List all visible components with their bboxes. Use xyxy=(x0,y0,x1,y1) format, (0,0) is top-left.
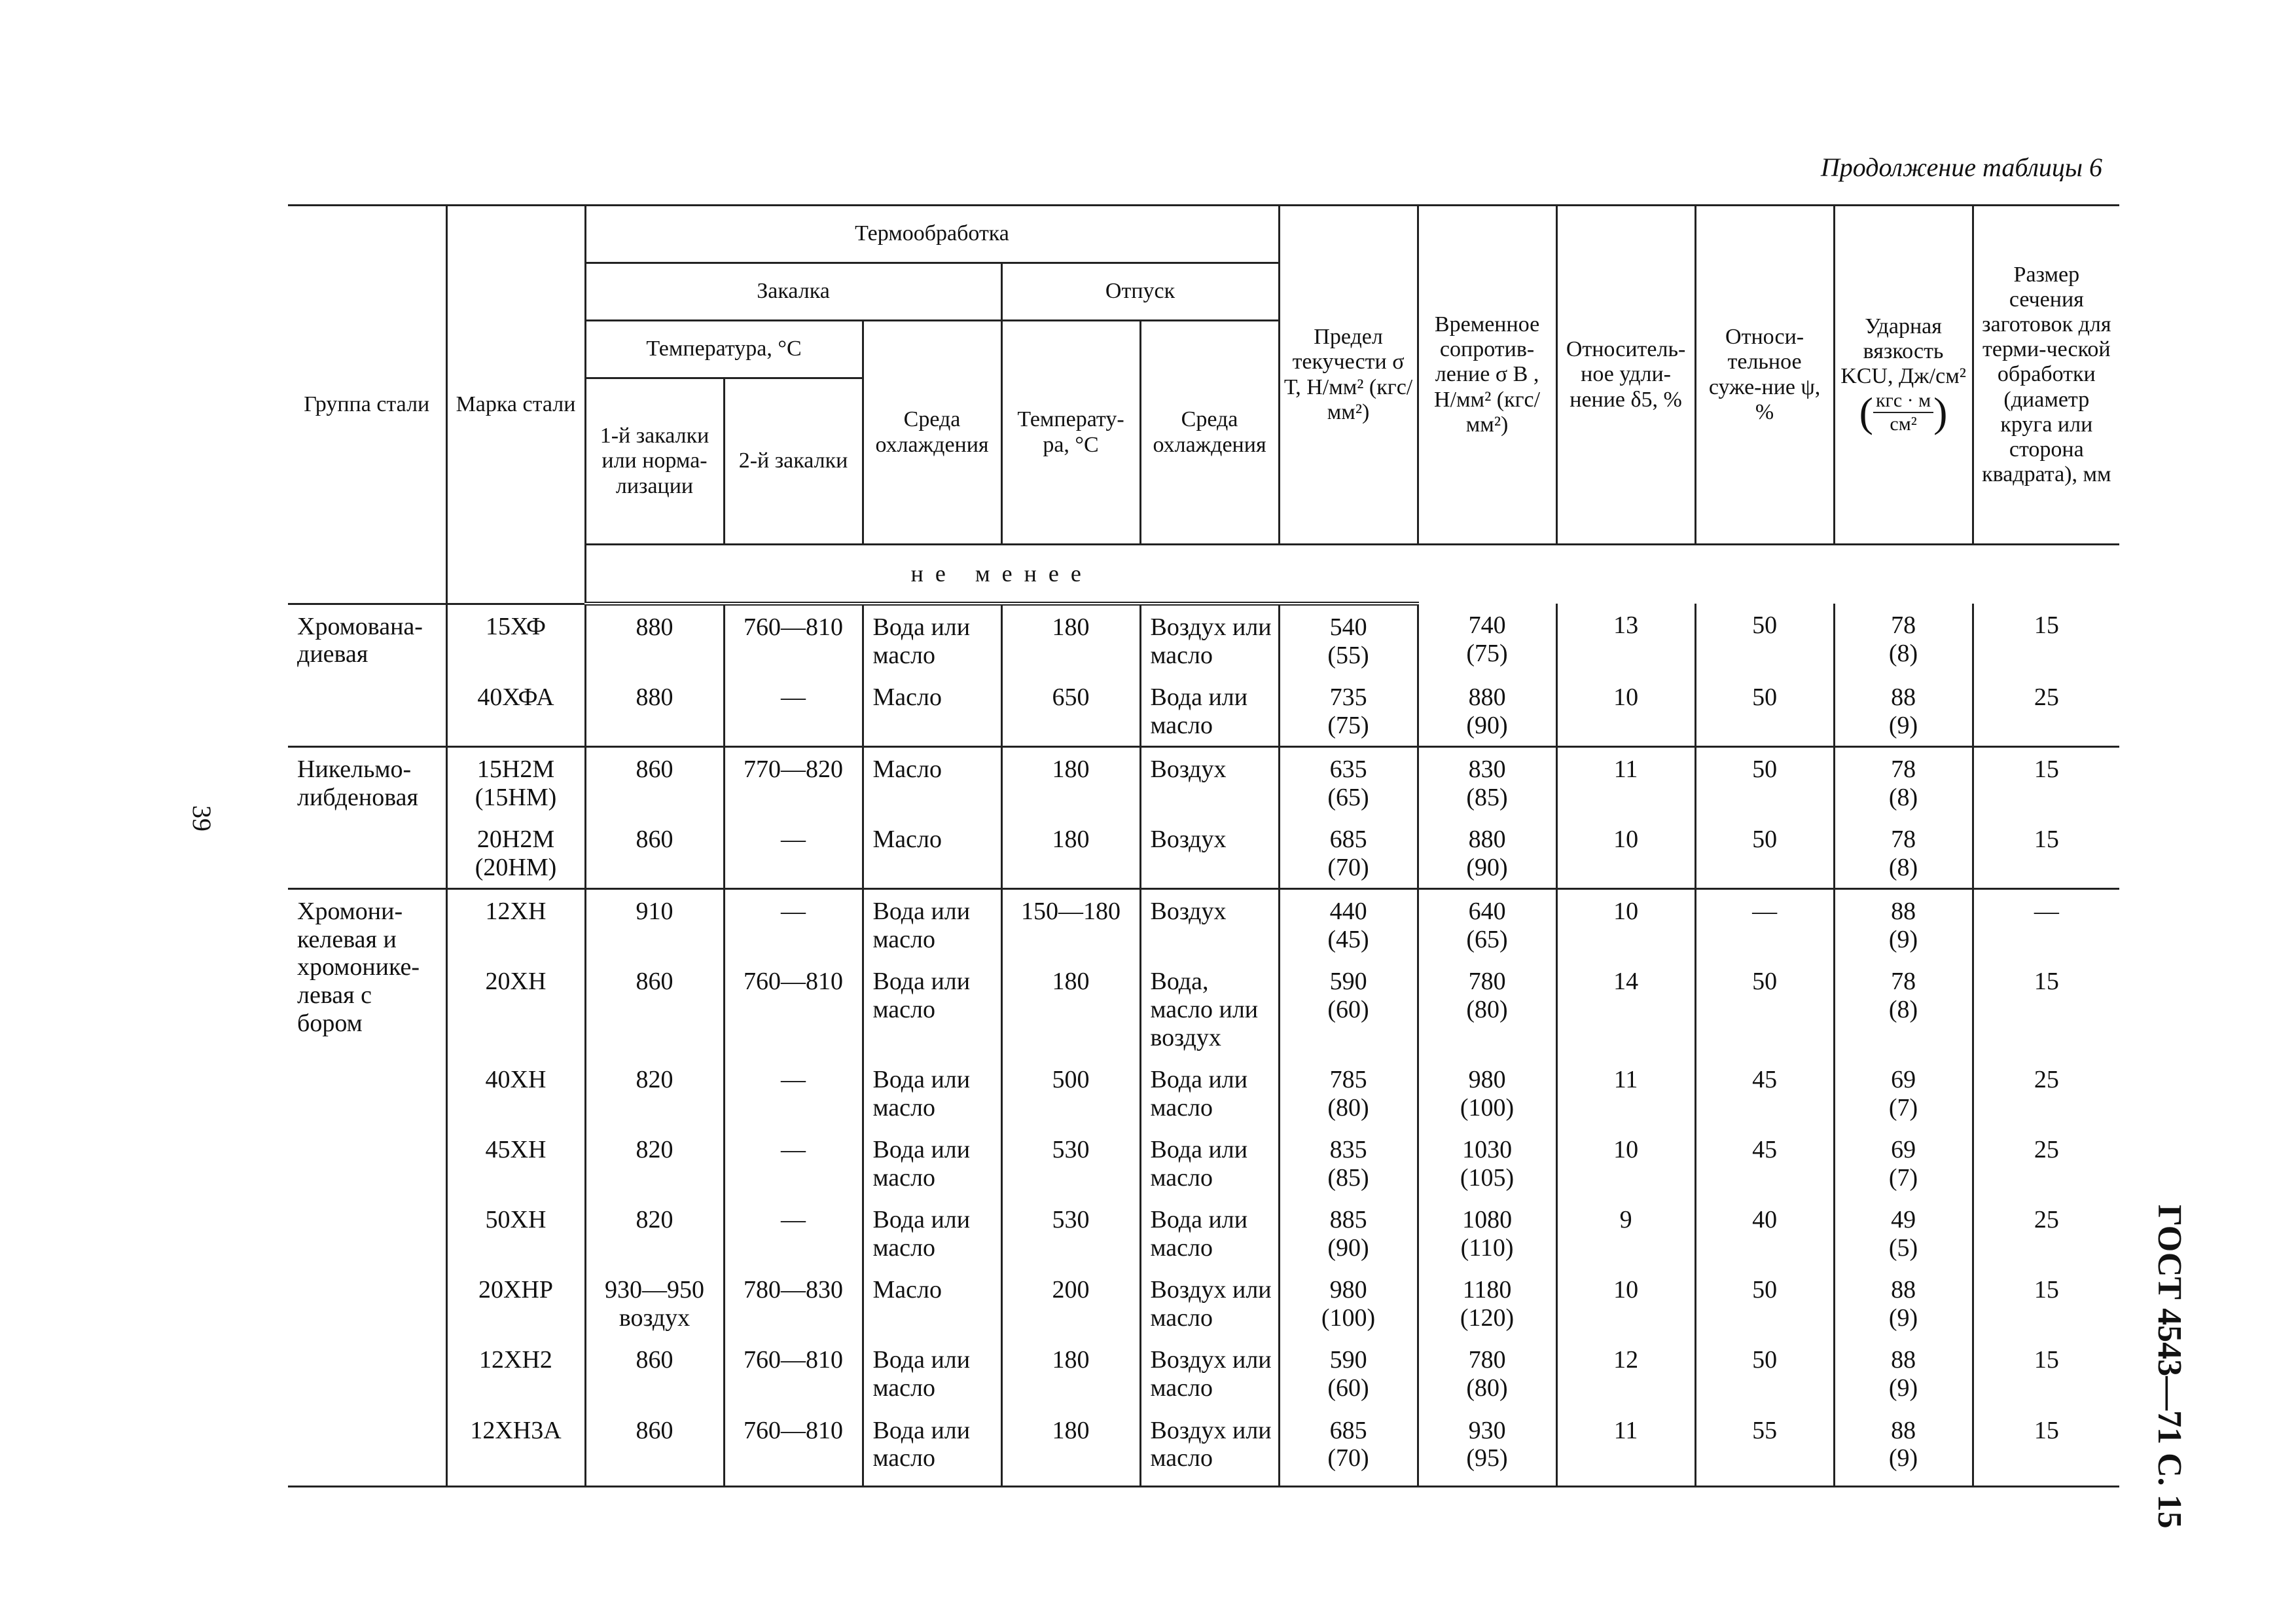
quench-cooling-medium: Вода или масло xyxy=(863,1409,1001,1487)
tensile-strength-value: 830 xyxy=(1468,756,1506,784)
impact-cell xyxy=(1834,747,1973,818)
impact-value: 78 xyxy=(1891,968,1916,996)
tensile-strength-cell xyxy=(1418,889,1556,960)
temper-temperature: 180 xyxy=(1001,960,1140,1058)
second-quench-temp: — xyxy=(724,676,863,747)
yield-strength-cell xyxy=(1279,1409,1418,1487)
tensile-strength-cell xyxy=(1418,1128,1556,1198)
tensile-strength-kgf: (65) xyxy=(1466,925,1508,953)
paren-close: ) xyxy=(1933,388,1948,435)
yield-strength-kgf: (80) xyxy=(1327,1093,1369,1122)
table-row xyxy=(288,1128,2119,1198)
impact-kgf: (8) xyxy=(1888,996,1918,1024)
table-row xyxy=(288,889,2119,960)
impact-cell xyxy=(1834,1338,1973,1408)
impact-kgf: (5) xyxy=(1888,1233,1918,1262)
steel-grade: 15Н2М (15НМ) xyxy=(446,747,585,818)
tensile-strength-value: 930 xyxy=(1468,1416,1506,1444)
table-row xyxy=(288,1198,2119,1268)
reduction-value: 45 xyxy=(1695,1128,1834,1198)
yield-strength-kgf: (55) xyxy=(1327,641,1369,669)
quench-cooling-medium: Вода или масло xyxy=(863,604,1001,676)
temper-temperature: 530 xyxy=(1001,1198,1140,1268)
tensile-strength-value: 880 xyxy=(1468,684,1506,712)
impact-kgf: (9) xyxy=(1888,1304,1918,1332)
impact-kgf: (8) xyxy=(1888,783,1918,811)
header-first-quench: 1-й закалки или норма-лизации xyxy=(585,378,724,545)
second-quench-temp: 780—830 xyxy=(724,1268,863,1338)
impact-value: 78 xyxy=(1891,826,1916,854)
header-temper-temperature: Температу-ра, °С xyxy=(1001,321,1140,545)
reduction-value: 55 xyxy=(1695,1409,1834,1487)
yield-strength-kgf: (70) xyxy=(1327,1444,1369,1472)
second-quench-temp: — xyxy=(724,1198,863,1268)
elongation-value: 11 xyxy=(1556,1409,1695,1487)
header-yield-strength: Предел текучести σ Т, Н/мм² (кгс/мм²) xyxy=(1279,206,1418,545)
second-quench-temp: — xyxy=(724,1058,863,1128)
temper-cooling-medium: Воздух xyxy=(1140,747,1279,818)
temper-temperature: 530 xyxy=(1001,1128,1140,1198)
impact-cell xyxy=(1834,1409,1973,1487)
section-size-value: 25 xyxy=(1973,1198,2119,1268)
section-size-value: 15 xyxy=(1973,818,2119,889)
impact-kgf: (7) xyxy=(1888,1093,1918,1122)
table-row xyxy=(288,604,2119,676)
impact-value: 69 xyxy=(1891,1136,1916,1164)
steel-grade: 12ХН2 xyxy=(446,1338,585,1408)
first-quench-temp: 860 xyxy=(585,1338,724,1408)
section-size-value: 25 xyxy=(1973,1128,2119,1198)
elongation-value: 10 xyxy=(1556,1268,1695,1338)
section-size-value: — xyxy=(1973,889,2119,960)
impact-value: 78 xyxy=(1891,611,1916,639)
tensile-strength-kgf: (110) xyxy=(1460,1233,1514,1262)
standard-code: ГОСТ 4543—71 С. 15 xyxy=(2151,1205,2188,1529)
quench-cooling-medium: Масло xyxy=(863,1268,1001,1338)
elongation-value: 12 xyxy=(1556,1338,1695,1408)
first-quench-temp: 880 xyxy=(585,676,724,747)
temper-cooling-medium: Вода, масло или воздух xyxy=(1140,960,1279,1058)
yield-strength-value: 540 xyxy=(1329,613,1367,641)
yield-strength-value: 835 xyxy=(1329,1136,1367,1164)
temper-temperature: 180 xyxy=(1001,747,1140,818)
elongation-value: 13 xyxy=(1556,604,1695,676)
yield-strength-kgf: (75) xyxy=(1327,711,1369,739)
quench-cooling-medium: Масло xyxy=(863,747,1001,818)
table-row xyxy=(288,747,2119,818)
tensile-strength-value: 1180 xyxy=(1462,1276,1512,1304)
first-quench-temp: 860 xyxy=(585,747,724,818)
table-row xyxy=(288,1268,2119,1338)
first-quench-temp: 820 xyxy=(585,1128,724,1198)
impact-kgf: (9) xyxy=(1888,925,1918,953)
steel-group: Хромована-диевая xyxy=(288,604,446,747)
steel-grade: 12ХН3А xyxy=(446,1409,585,1487)
yield-strength-kgf: (45) xyxy=(1327,925,1369,953)
reduction-value: 50 xyxy=(1695,747,1834,818)
tensile-strength-cell xyxy=(1418,1268,1556,1338)
impact-value: 88 xyxy=(1891,1416,1916,1444)
quench-cooling-medium: Вода или масло xyxy=(863,1058,1001,1128)
impact-cell xyxy=(1834,604,1973,676)
impact-unit-fraction xyxy=(1873,390,1933,435)
impact-value: 88 xyxy=(1891,1346,1916,1374)
header-not-less: не менее xyxy=(585,545,1418,604)
quench-cooling-medium: Вода или масло xyxy=(863,960,1001,1058)
tensile-strength-cell xyxy=(1418,747,1556,818)
section-size-value: 15 xyxy=(1973,1268,2119,1338)
steel-grade: 40ХН xyxy=(446,1058,585,1128)
impact-cell xyxy=(1834,1268,1973,1338)
tensile-strength-value: 780 xyxy=(1468,1346,1506,1374)
second-quench-temp: — xyxy=(724,1128,863,1198)
temper-temperature: 650 xyxy=(1001,676,1140,747)
tensile-strength-value: 1080 xyxy=(1462,1206,1513,1234)
elongation-value: 10 xyxy=(1556,889,1695,960)
steel-grade: 20Н2М (20НМ) xyxy=(446,818,585,889)
reduction-value: — xyxy=(1695,889,1834,960)
second-quench-temp: 770—820 xyxy=(724,747,863,818)
table-row xyxy=(288,676,2119,747)
quench-cooling-medium: Вода или масло xyxy=(863,1338,1001,1408)
first-quench-temp: 910 xyxy=(585,889,724,960)
temper-temperature: 180 xyxy=(1001,1409,1140,1487)
temper-cooling-medium: Воздух xyxy=(1140,889,1279,960)
quench-cooling-medium: Масло xyxy=(863,818,1001,889)
steel-grade: 20ХНР xyxy=(446,1268,585,1338)
steel-grade: 45ХН xyxy=(446,1128,585,1198)
tensile-strength-cell xyxy=(1418,1338,1556,1408)
table-header xyxy=(288,206,2119,604)
tensile-strength-value: 880 xyxy=(1468,826,1506,854)
yield-strength-cell xyxy=(1279,1268,1418,1338)
reduction-value: 45 xyxy=(1695,1058,1834,1128)
first-quench-temp: 860 xyxy=(585,1409,724,1487)
yield-strength-value: 685 xyxy=(1329,1416,1367,1444)
yield-strength-value: 590 xyxy=(1329,968,1367,996)
elongation-value: 11 xyxy=(1556,1058,1695,1128)
yield-strength-value: 980 xyxy=(1329,1276,1367,1304)
yield-strength-cell xyxy=(1279,604,1418,676)
impact-cell xyxy=(1834,889,1973,960)
temper-cooling-medium: Воздух или масло xyxy=(1140,604,1279,676)
second-quench-temp: — xyxy=(724,889,863,960)
table-body xyxy=(288,604,2119,1486)
table-row xyxy=(288,1338,2119,1408)
quench-cooling-medium: Масло xyxy=(863,676,1001,747)
table-row xyxy=(288,1409,2119,1487)
header-section-size: Размер сечения заготовок для терми-ческой обработки (диаметр круга или сторона квадрата), мм xyxy=(1973,206,2119,545)
temper-temperature: 150—180 xyxy=(1001,889,1140,960)
header-second-quench: 2-й закалки xyxy=(724,378,863,545)
impact-value: 49 xyxy=(1891,1206,1916,1234)
header-reduction: Относи-тельное суже-ние ψ, % xyxy=(1695,206,1834,545)
tensile-strength-value: 780 xyxy=(1468,968,1506,996)
reduction-value: 50 xyxy=(1695,818,1834,889)
quench-cooling-medium: Вода или масло xyxy=(863,1128,1001,1198)
tensile-strength-cell xyxy=(1418,1409,1556,1487)
impact-unit-numerator: кгс · м xyxy=(1873,390,1933,413)
tensile-strength-cell xyxy=(1418,676,1556,747)
section-size-value: 25 xyxy=(1973,676,2119,747)
table-row xyxy=(288,818,2119,889)
page-number: 39 xyxy=(187,805,217,831)
yield-strength-kgf: (90) xyxy=(1327,1233,1369,1262)
impact-cell xyxy=(1834,1198,1973,1268)
tensile-strength-cell xyxy=(1418,960,1556,1058)
tensile-strength-kgf: (105) xyxy=(1460,1163,1515,1192)
temper-cooling-medium: Воздух или масло xyxy=(1140,1268,1279,1338)
section-size-value: 15 xyxy=(1973,960,2119,1058)
header-elongation: Относитель-ное удли-нение δ5, % xyxy=(1556,206,1695,545)
impact-value: 88 xyxy=(1891,898,1916,926)
header-impact-label: Ударная вязкость KCU, Дж/см² xyxy=(1840,314,1966,388)
temper-cooling-medium: Вода или масло xyxy=(1140,1058,1279,1128)
second-quench-temp: 760—810 xyxy=(724,1409,863,1487)
impact-unit-denominator: см² xyxy=(1890,412,1917,435)
first-quench-temp: 860 xyxy=(585,960,724,1058)
steel-grade: 15ХФ xyxy=(446,604,585,676)
temper-cooling-medium: Воздух или масло xyxy=(1140,1338,1279,1408)
impact-kgf: (7) xyxy=(1888,1163,1918,1192)
header-heat-treatment: Термообработка xyxy=(585,206,1279,263)
reduction-value: 50 xyxy=(1695,1268,1834,1338)
impact-kgf: (9) xyxy=(1888,711,1918,739)
yield-strength-value: 635 xyxy=(1329,756,1367,784)
tensile-strength-value: 980 xyxy=(1468,1066,1506,1094)
impact-cell xyxy=(1834,960,1973,1058)
second-quench-temp: 760—810 xyxy=(724,1338,863,1408)
tensile-strength-cell xyxy=(1418,1058,1556,1128)
impact-cell xyxy=(1834,1128,1973,1198)
impact-value: 78 xyxy=(1891,756,1916,784)
impact-value: 88 xyxy=(1891,684,1916,712)
temper-cooling-medium: Вода или масло xyxy=(1140,1128,1279,1198)
yield-strength-kgf: (70) xyxy=(1327,853,1369,881)
reduction-value: 50 xyxy=(1695,960,1834,1058)
paren-open: ( xyxy=(1859,388,1873,435)
yield-strength-cell xyxy=(1279,747,1418,818)
tensile-strength-value: 1030 xyxy=(1462,1136,1513,1164)
yield-strength-cell xyxy=(1279,1198,1418,1268)
second-quench-temp: 760—810 xyxy=(724,604,863,676)
header-grade: Марка стали xyxy=(446,206,585,604)
header-temper: Отпуск xyxy=(1001,263,1279,321)
table-row xyxy=(288,1058,2119,1128)
impact-kgf: (9) xyxy=(1888,1444,1918,1472)
yield-strength-kgf: (65) xyxy=(1327,783,1369,811)
header-temper-cooling: Среда охлаждения xyxy=(1140,321,1279,545)
temper-cooling-medium: Воздух или масло xyxy=(1140,1409,1279,1487)
section-size-value: 15 xyxy=(1973,1409,2119,1487)
yield-strength-value: 785 xyxy=(1329,1066,1367,1094)
yield-strength-cell xyxy=(1279,960,1418,1058)
impact-cell xyxy=(1834,1058,1973,1128)
tensile-strength-cell xyxy=(1418,1198,1556,1268)
tensile-strength-kgf: (90) xyxy=(1466,711,1508,739)
elongation-value: 10 xyxy=(1556,818,1695,889)
yield-strength-kgf: (100) xyxy=(1321,1304,1376,1332)
temper-temperature: 180 xyxy=(1001,818,1140,889)
elongation-value: 10 xyxy=(1556,676,1695,747)
steel-group: Хромони-келевая и хромонике-левая с бором xyxy=(288,889,446,1486)
first-quench-temp: 930—950 воздух xyxy=(585,1268,724,1338)
yield-strength-cell xyxy=(1279,889,1418,960)
continuation-label: Продолжение таблицы 6 xyxy=(1820,153,2102,182)
tensile-strength-kgf: (90) xyxy=(1466,853,1508,881)
quench-cooling-medium: Вода или масло xyxy=(863,889,1001,960)
tensile-strength-value: 740 xyxy=(1468,611,1506,639)
header-cooling-medium: Среда охлаждения xyxy=(863,321,1001,545)
impact-cell xyxy=(1834,676,1973,747)
impact-kgf: (9) xyxy=(1888,1374,1918,1402)
yield-strength-cell xyxy=(1279,818,1418,889)
yield-strength-kgf: (60) xyxy=(1327,1374,1369,1402)
yield-strength-value: 440 xyxy=(1329,898,1367,926)
temper-temperature: 500 xyxy=(1001,1058,1140,1128)
tensile-strength-kgf: (95) xyxy=(1466,1444,1508,1472)
temper-temperature: 180 xyxy=(1001,604,1140,676)
table-row xyxy=(288,960,2119,1058)
elongation-value: 10 xyxy=(1556,1128,1695,1198)
first-quench-temp: 820 xyxy=(585,1058,724,1128)
tensile-strength-kgf: (75) xyxy=(1466,639,1508,667)
quench-cooling-medium: Вода или масло xyxy=(863,1198,1001,1268)
tensile-strength-value: 640 xyxy=(1468,898,1506,926)
section-size-value: 15 xyxy=(1973,1338,2119,1408)
tensile-strength-cell xyxy=(1418,818,1556,889)
steel-grade: 40ХФА xyxy=(446,676,585,747)
steel-properties-table xyxy=(288,204,2119,1487)
temper-temperature: 180 xyxy=(1001,1338,1140,1408)
yield-strength-cell xyxy=(1279,1338,1418,1408)
first-quench-temp: 880 xyxy=(585,604,724,676)
reduction-value: 40 xyxy=(1695,1198,1834,1268)
tensile-strength-cell xyxy=(1418,604,1556,676)
header-tensile-strength: Временное сопротив-ление σ В , Н/мм² (кгс/мм²) xyxy=(1418,206,1556,545)
header-temperature: Температура, °С xyxy=(585,321,863,378)
first-quench-temp: 860 xyxy=(585,818,724,889)
yield-strength-kgf: (85) xyxy=(1327,1163,1369,1192)
temper-cooling-medium: Вода или масло xyxy=(1140,1198,1279,1268)
temper-cooling-medium: Воздух xyxy=(1140,818,1279,889)
yield-strength-value: 885 xyxy=(1329,1206,1367,1234)
yield-strength-cell xyxy=(1279,676,1418,747)
tensile-strength-kgf: (100) xyxy=(1460,1093,1515,1122)
impact-kgf: (8) xyxy=(1888,639,1918,667)
elongation-value: 11 xyxy=(1556,747,1695,818)
second-quench-temp: — xyxy=(724,818,863,889)
section-size-value: 15 xyxy=(1973,747,2119,818)
yield-strength-cell xyxy=(1279,1128,1418,1198)
impact-value: 88 xyxy=(1891,1276,1916,1304)
header-quench: Закалка xyxy=(585,263,1001,321)
steel-grade: 20ХН xyxy=(446,960,585,1058)
reduction-value: 50 xyxy=(1695,1338,1834,1408)
reduction-value: 50 xyxy=(1695,676,1834,747)
tensile-strength-kgf: (85) xyxy=(1466,783,1508,811)
section-size-value: 15 xyxy=(1973,604,2119,676)
reduction-value: 50 xyxy=(1695,604,1834,676)
section-size-value: 25 xyxy=(1973,1058,2119,1128)
tensile-strength-kgf: (80) xyxy=(1466,1374,1508,1402)
header-group: Группа стали xyxy=(288,206,446,604)
yield-strength-value: 735 xyxy=(1329,684,1367,712)
second-quench-temp: 760—810 xyxy=(724,960,863,1058)
yield-strength-cell xyxy=(1279,1058,1418,1128)
elongation-value: 14 xyxy=(1556,960,1695,1058)
impact-cell xyxy=(1834,818,1973,889)
steel-group: Никельмо-либденовая xyxy=(288,747,446,889)
temper-temperature: 200 xyxy=(1001,1268,1140,1338)
elongation-value: 9 xyxy=(1556,1198,1695,1268)
yield-strength-value: 590 xyxy=(1329,1346,1367,1374)
impact-value: 69 xyxy=(1891,1066,1916,1094)
temper-cooling-medium: Вода или масло xyxy=(1140,676,1279,747)
steel-grade: 12ХН xyxy=(446,889,585,960)
tensile-strength-kgf: (120) xyxy=(1460,1304,1515,1332)
yield-strength-kgf: (60) xyxy=(1327,996,1369,1024)
impact-kgf: (8) xyxy=(1888,853,1918,881)
first-quench-temp: 820 xyxy=(585,1198,724,1268)
tensile-strength-kgf: (80) xyxy=(1466,996,1508,1024)
steel-grade: 50ХН xyxy=(446,1198,585,1268)
header-impact xyxy=(1834,206,1973,545)
yield-strength-value: 685 xyxy=(1329,826,1367,854)
